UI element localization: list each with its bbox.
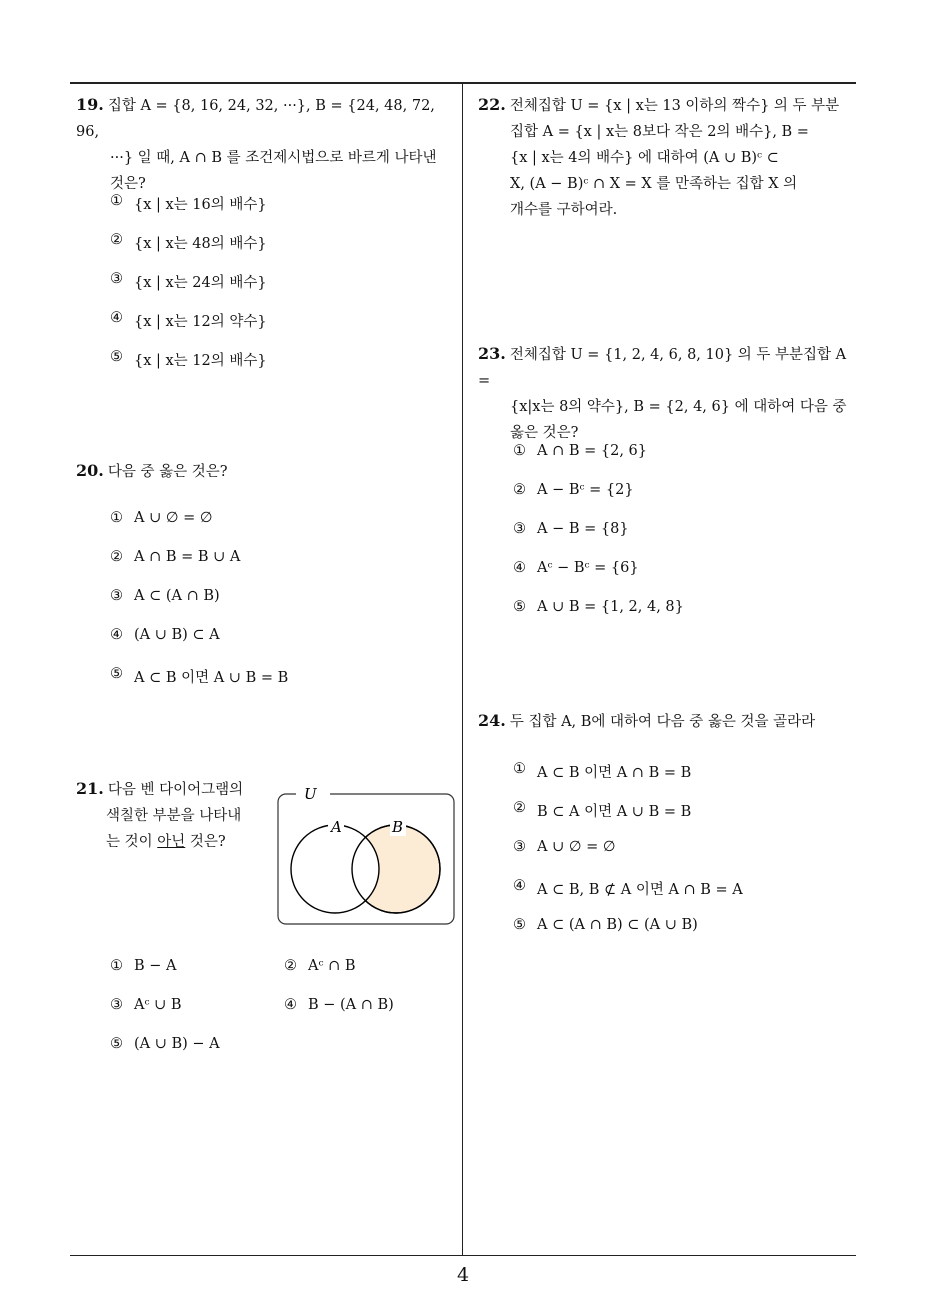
choice-text: A − Bᶜ = {2} [537,482,634,498]
choice-text: A ∪ ∅ = ∅ [537,839,616,855]
question-stem: {x | x는 4의 배수} 에 대하여 (A ∪ B)ᶜ ⊂ [510,150,779,166]
underlined-word: 아닌 [157,834,186,850]
choice-mark: ③ [513,839,526,855]
choice-item[interactable] [284,997,394,1036]
choice-mark: ② [284,958,297,974]
choice-text: A ⊂ B 이면 A ∪ B = B [134,670,289,686]
choice-text: {x | x는 48의 배수} [134,236,267,252]
choice-mark: ④ [110,627,123,643]
choice-mark: ② [513,482,526,498]
choice-text: A ⊂ B, B ⊄ A 이면 A ∩ B = A [537,882,743,898]
choice-text: Aᶜ ∪ B [134,997,182,1013]
choice-item[interactable] [513,761,743,800]
choice-mark: ④ [284,997,297,1013]
choice-mark: ① [513,443,526,459]
question-stem: 다음 벤 다이어그램의 [107,782,244,798]
set-a-circle [291,825,379,913]
choice-mark: ① [513,761,526,777]
question-stem: {x|x는 8의 약수}, B = {2, 4, 6} 에 대하여 다음 중 [510,399,847,415]
choice-text: A ∪ B = {1, 2, 4, 8} [537,599,684,615]
choice-item[interactable] [110,997,182,1036]
choice-text: B − (A ∩ B) [308,997,394,1013]
choice-item[interactable] [110,232,267,271]
choice-text: A ∩ B = B ∪ A [134,549,241,565]
choice-mark: ③ [110,588,123,604]
bottom-rule [70,1255,856,1256]
choice-mark: ⑤ [110,349,123,365]
set-a-label: A [331,818,342,836]
choice-item[interactable] [513,560,684,599]
choice-mark: ② [110,549,123,565]
choice-text: A ⊂ B 이면 A ∩ B = B [537,765,692,781]
choice-item[interactable] [513,917,743,956]
choices-21 [110,958,450,1068]
question-stem: 전체집합 U = {x | x는 13 이하의 짝수} 의 두 부분 [509,98,840,114]
choice-text: Aᶜ − Bᶜ = {6} [537,560,639,576]
top-rule [70,82,856,84]
column-divider [462,82,463,1256]
choice-item[interactable] [513,521,684,560]
choice-mark: ③ [513,521,526,537]
choices-20 [110,510,288,705]
choice-mark: ③ [110,271,123,287]
question-number: 24. [478,711,506,730]
choice-text: A − B = {8} [537,521,629,537]
choice-text: A ∩ B = {2, 6} [537,443,647,459]
choice-item[interactable] [513,599,684,638]
choice-item[interactable] [110,1036,220,1075]
choices-24 [513,761,743,956]
question-stem: ···} 일 때, A ∩ B 를 조건제시법으로 바르게 나타낸 [110,150,437,166]
choice-text: A ⊂ (A ∩ B) ⊂ (A ∪ B) [537,917,698,933]
choice-item[interactable] [513,878,743,917]
choice-mark: ⑤ [110,666,123,682]
choice-mark: ⑤ [513,599,526,615]
choice-mark: ④ [110,310,123,326]
question-23 [478,341,858,446]
question-stem [76,829,266,855]
choice-item[interactable] [110,666,288,705]
choice-item[interactable] [110,193,267,232]
choice-text: A ⊂ (A ∩ B) [134,588,220,604]
question-stem: 것은? [110,176,146,192]
universe-label: U [304,785,317,803]
question-stem: X, (A − B)ᶜ ∩ X = X 를 만족하는 집합 X 의 [510,176,798,192]
choice-item[interactable] [513,839,743,878]
choice-item[interactable] [110,588,288,627]
question-number: 19. [76,95,104,114]
choice-text: B − A [134,958,177,974]
choice-item[interactable] [110,627,288,666]
choice-text: (A ∪ B) − A [134,1036,220,1052]
question-stem: 개수를 구하여라. [510,202,618,218]
question-number: 20. [76,461,104,480]
choice-item[interactable] [110,349,267,388]
venn-diagram [272,782,458,928]
question-stem-part: 것은? [185,834,226,850]
choice-mark: ① [110,193,123,209]
question-19 [76,92,456,197]
question-stem: 다음 중 옳은 것은? [107,464,228,480]
choice-mark: ② [110,232,123,248]
question-stem: 옳은 것은? [510,425,579,441]
choice-text: {x | x는 16의 배수} [134,197,267,213]
choice-item[interactable] [513,443,684,482]
choice-mark: ② [513,800,526,816]
choices-23 [513,443,684,638]
question-22 [478,92,858,223]
page-number: 4 [456,1264,470,1286]
choices-19 [110,193,267,388]
question-number: 22. [478,95,506,114]
question-stem: 집합 A = {8, 16, 24, 32, ···}, B = {24, 48, 72, 96, [76,98,435,140]
choice-text: (A ∪ B) ⊂ A [134,627,220,643]
choice-mark: ⑤ [513,917,526,933]
question-stem: 두 집합 A, B에 대하여 다음 중 옳은 것을 골라라 [509,714,816,730]
choice-mark: ④ [513,560,526,576]
choice-text: B ⊂ A 이면 A ∪ B = B [537,804,692,820]
choice-mark: ① [110,510,123,526]
question-21 [76,776,266,855]
choice-item[interactable] [110,958,177,997]
question-stem: 색칠한 부분을 나타내 [106,808,242,824]
question-stem-part: 는 것이 [106,834,158,850]
choice-item[interactable] [110,310,267,349]
choice-text: {x | x는 12의 약수} [134,314,267,330]
choice-mark: ① [110,958,123,974]
choice-mark: ④ [513,878,526,894]
question-20 [76,458,456,485]
set-b-label: B [392,818,404,836]
choice-text: Aᶜ ∩ B [308,958,356,974]
choice-item[interactable] [110,510,288,549]
choice-item[interactable] [110,549,288,588]
question-24 [478,708,858,735]
question-number: 23. [478,344,506,363]
question-stem: 전체집합 U = {1, 2, 4, 6, 8, 10} 의 두 부분집합 A = [478,347,847,389]
choice-mark: ③ [110,997,123,1013]
question-stem: 집합 A = {x | x는 8보다 작은 2의 배수}, B = [510,124,809,140]
choice-item[interactable] [284,958,356,997]
choice-text: A ∪ ∅ = ∅ [134,510,213,526]
choice-item[interactable] [110,271,267,310]
choice-item[interactable] [513,800,743,839]
choice-text: {x | x는 24의 배수} [134,275,267,291]
question-number: 21. [76,779,104,798]
choice-item[interactable] [513,482,684,521]
choice-text: {x | x는 12의 배수} [134,353,267,369]
choice-mark: ⑤ [110,1036,123,1052]
